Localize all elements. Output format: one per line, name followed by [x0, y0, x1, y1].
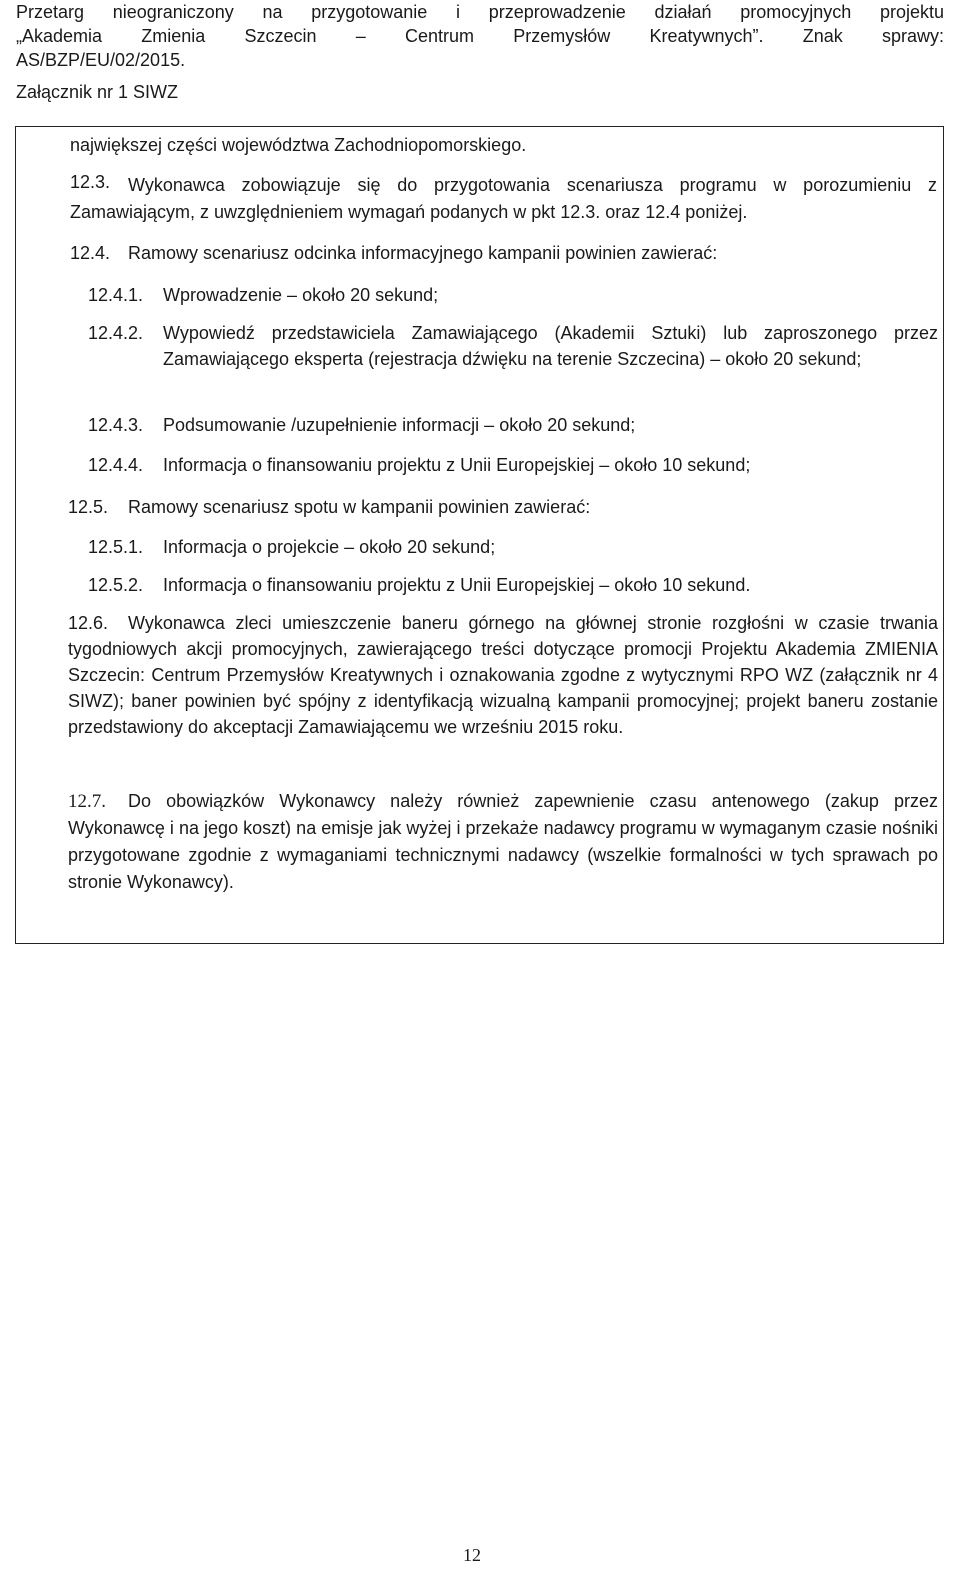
item-number: 12.4.: [70, 243, 111, 263]
item-text: Do obowiązków Wykonawcy należy również zapewnienie czasu antenowego (zakup przez Wykonawcę i na jego koszt) na emisje jak wyżej i przekaże nadawcy programu w wymaganym czasie nośniki przygotowane zgodnie z wymaganiami technicznymi nadawcy (wszelkie formalności w tych sprawach po stronie Wykonawcy).: [68, 791, 938, 892]
item-text: Wypowiedź przedstawiciela Zamawiającego (Akademii Sztuki) lub zaproszonego przez Zamawiającego eksperta (rejestracja dźwięku na terenie Szczecina) – około 20 sekund;: [163, 323, 938, 369]
item-12-3-text-block: [70, 172, 937, 226]
item-text: Informacja o projekcie – około 20 sekund;: [163, 537, 496, 557]
item-number: 12.7.: [68, 791, 106, 812]
page-number: 12: [463, 1545, 481, 1565]
item-12-4: [70, 240, 934, 266]
header-title-line-2: „Akademia Zmienia Szczecin – Centrum Przemysłów Kreatywnych”. Znak sprawy:: [16, 26, 944, 46]
item-12-4-1: [88, 282, 934, 308]
item-text: Wprowadzenie – około 20 sekund;: [163, 285, 439, 305]
item-12-7: [68, 788, 938, 896]
item-number: 12.5.1.: [88, 537, 144, 557]
item-text: Informacja o finansowaniu projektu z Unii Europejskiej – około 10 sekund;: [163, 455, 751, 475]
item-text: Ramowy scenariusz spotu w kampanii powinien zawierać:: [128, 497, 591, 517]
item-number: 12.5.: [68, 497, 109, 517]
item-12-5-1: [88, 534, 934, 560]
document-header: [16, 0, 944, 104]
item-12-4-3: [88, 412, 934, 438]
item-12-5-2: [88, 572, 934, 598]
item-12-4-2: [88, 320, 938, 372]
header-title-line-1: Przetarg nieograniczony na przygotowanie i przeprowadzenie działań promocyjnych projektu: [16, 2, 944, 22]
header-title-line-3: AS/BZP/EU/02/2015.: [16, 50, 186, 70]
item-number: 12.4.3.: [88, 415, 144, 435]
intro-text: największej części województwa Zachodniopomorskiego.: [70, 135, 527, 155]
item-number: 12.5.2.: [88, 575, 144, 595]
item-number: 12.4.4.: [88, 455, 144, 475]
item-text: Informacja o finansowaniu projektu z Unii Europejskiej – około 10 sekund.: [163, 575, 751, 595]
item-number: 12.4.2.: [88, 323, 144, 343]
item-number: 12.3.: [70, 172, 111, 192]
item-text: Wykonawca zobowiązuje się do przygotowania scenariusza programu w porozumieniu z Zamawiającym, z uwzględnieniem wymagań podanych w pkt 12.3. oraz 12.4 poniżej.: [70, 175, 937, 222]
item-12-5: [68, 494, 932, 520]
item-12-4-4: [88, 452, 934, 478]
item-text: Wykonawca zleci umieszczenie baneru górnego na głównej stronie rozgłośni w czasie trwania tygodniowych akcji promocyjnych, zawierającego treści dotyczące promocji Projektu Akademia ZMIENIA Szczecin: Centrum Przemysłów Kreatywnych i oznakowania zgodne z wytycznymi RPO WZ (załącznik nr 4 SIWZ); baner powinien być spójny z identyfikacją wizualną kampanii promocyjnej; projekt baneru zostanie przedstawiony do akceptacji Zamawiającemu we wrześniu 2015 roku.: [68, 613, 938, 737]
item-12-6: [68, 610, 938, 740]
item-text: Ramowy scenariusz odcinka informacyjnego kampanii powinien zawierać:: [128, 243, 718, 263]
item-number: 12.6.: [68, 613, 109, 633]
item-text: Podsumowanie /uzupełnienie informacji – około 20 sekund;: [163, 415, 636, 435]
intro-paragraph: [70, 132, 934, 158]
attachment-label: Załącznik nr 1 SIWZ: [16, 82, 179, 102]
item-number: 12.4.1.: [88, 285, 144, 305]
